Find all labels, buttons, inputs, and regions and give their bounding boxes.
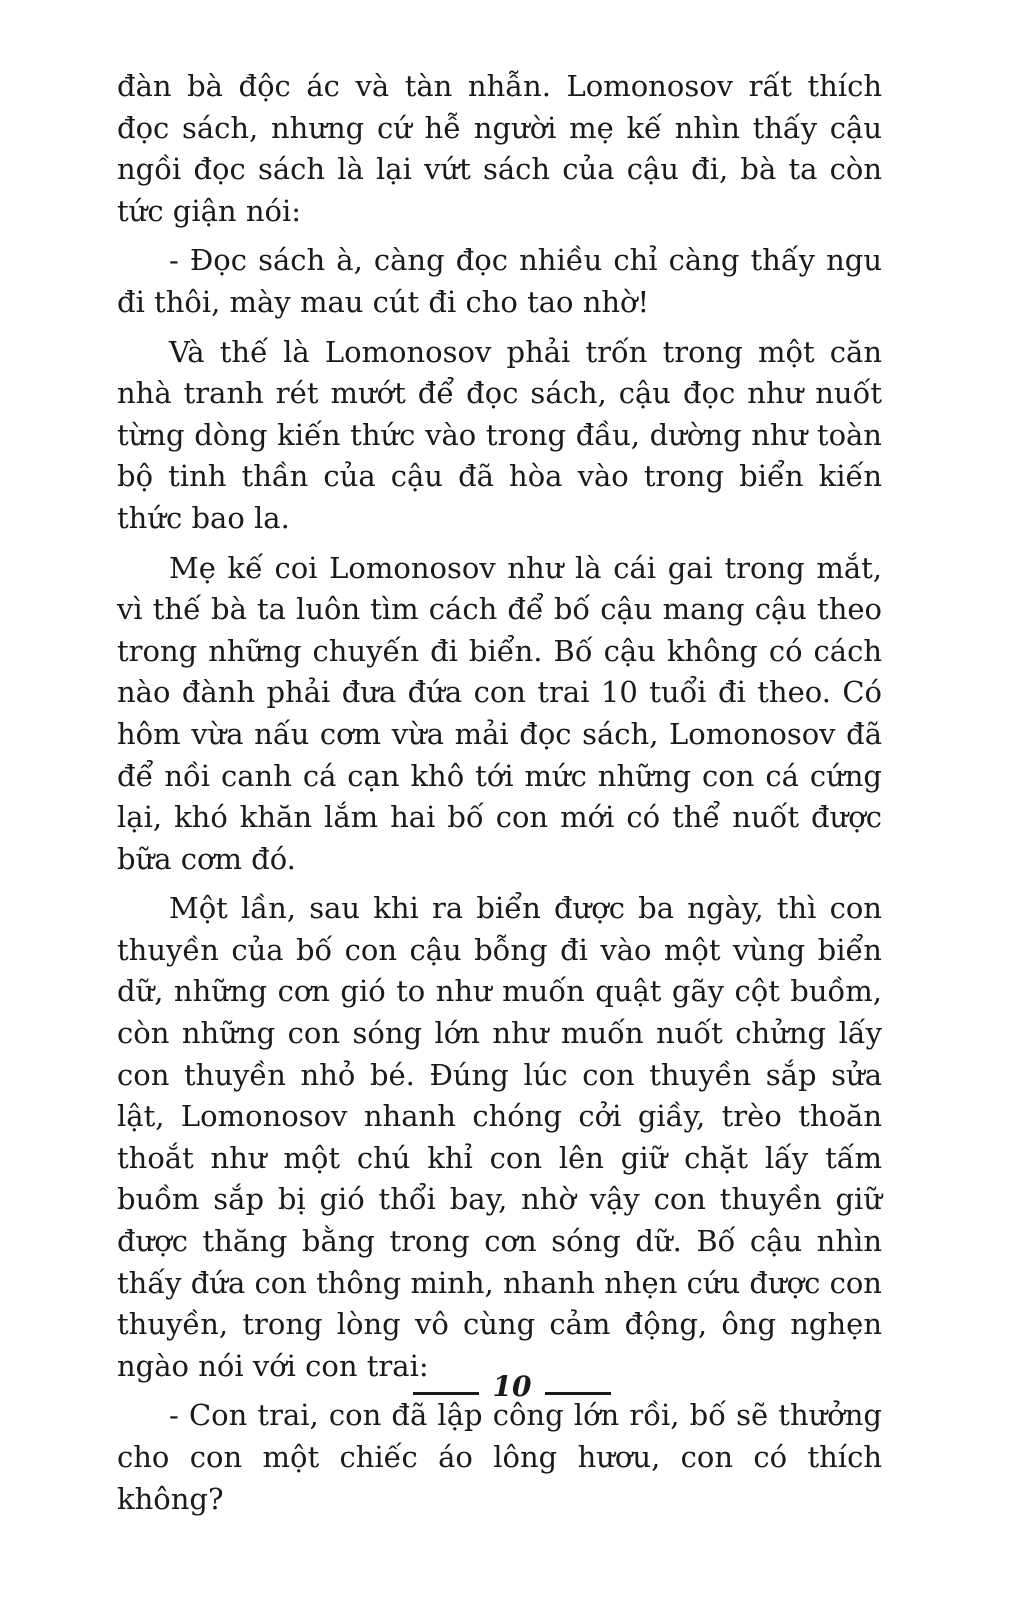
paragraph-6: - Con trai, con đã lập công lớn rồi, bố sẽ thưởng cho con một chiếc áo lông hươu, con có thích không? — [117, 1398, 882, 1516]
page-footer — [0, 1370, 1024, 1403]
footer-rule-left — [413, 1392, 479, 1395]
paragraph-2: - Đọc sách à, càng đọc nhiều chỉ càng thấy ngu đi thôi, mày mau cút đi cho tao nhờ! — [117, 243, 882, 319]
footer-rule-right — [545, 1392, 611, 1395]
paragraph-3: Và thế là Lomonosov phải trốn trong một căn nhà tranh rét mướt để đọc sách, cậu đọc như nuốt từng dòng kiến thức vào trong đầu, dường như toàn bộ tinh thần của cậu đã hòa vào trong biển kiến thức bao la. — [117, 334, 882, 535]
page-body — [117, 66, 882, 1528]
page-number: 10 — [492, 1370, 532, 1403]
paragraph-5: Một lần, sau khi ra biển được ba ngày, thì con thuyền của bố con cậu bỗng đi vào một vùng biển dữ, những cơn gió to như muốn quật gãy cột buồm, còn những con sóng lớn như muốn nuốt chửng lấy con thuyền nhỏ bé. Đúng lúc con thuyền sắp sửa lật, Lomonosov nhanh chóng cởi giầy, trèo thoăn thoắt như một chú khỉ con lên giữ chặt lấy tấm buồm sắp bị gió thổi bay, nhờ vậy con thuyền giữ được thăng bằng trong cơn sóng dữ. Bố cậu nhìn thấy đứa con thông minh, nhanh nhẹn cứu được con thuyền, trong lòng vô cùng cảm động, ông nghẹn ngào nói với con trai: — [117, 891, 882, 1383]
paragraph-1: đàn bà độc ác và tàn nhẫn. Lomonosov rất thích đọc sách, nhưng cứ hễ người mẹ kế nhìn thấy cậu ngồi đọc sách là lại vứt sách của cậu đi, bà ta còn tức giận nói: — [117, 69, 882, 228]
paragraph-4: Mẹ kế coi Lomonosov như là cái gai trong mắt, vì thế bà ta luôn tìm cách để bố cậu mang cậu theo trong những chuyến đi biển. Bố cậu không có cách nào đành phải đưa đứa con trai 10 tuổi đi theo. Có hôm vừa nấu cơm vừa mải đọc sách, Lomonosov đã để nồi canh cá cạn khô tới mức những con cá cứng lại, khó khăn lắm hai bố con mới có thể nuốt được bữa cơm đó. — [117, 550, 882, 876]
